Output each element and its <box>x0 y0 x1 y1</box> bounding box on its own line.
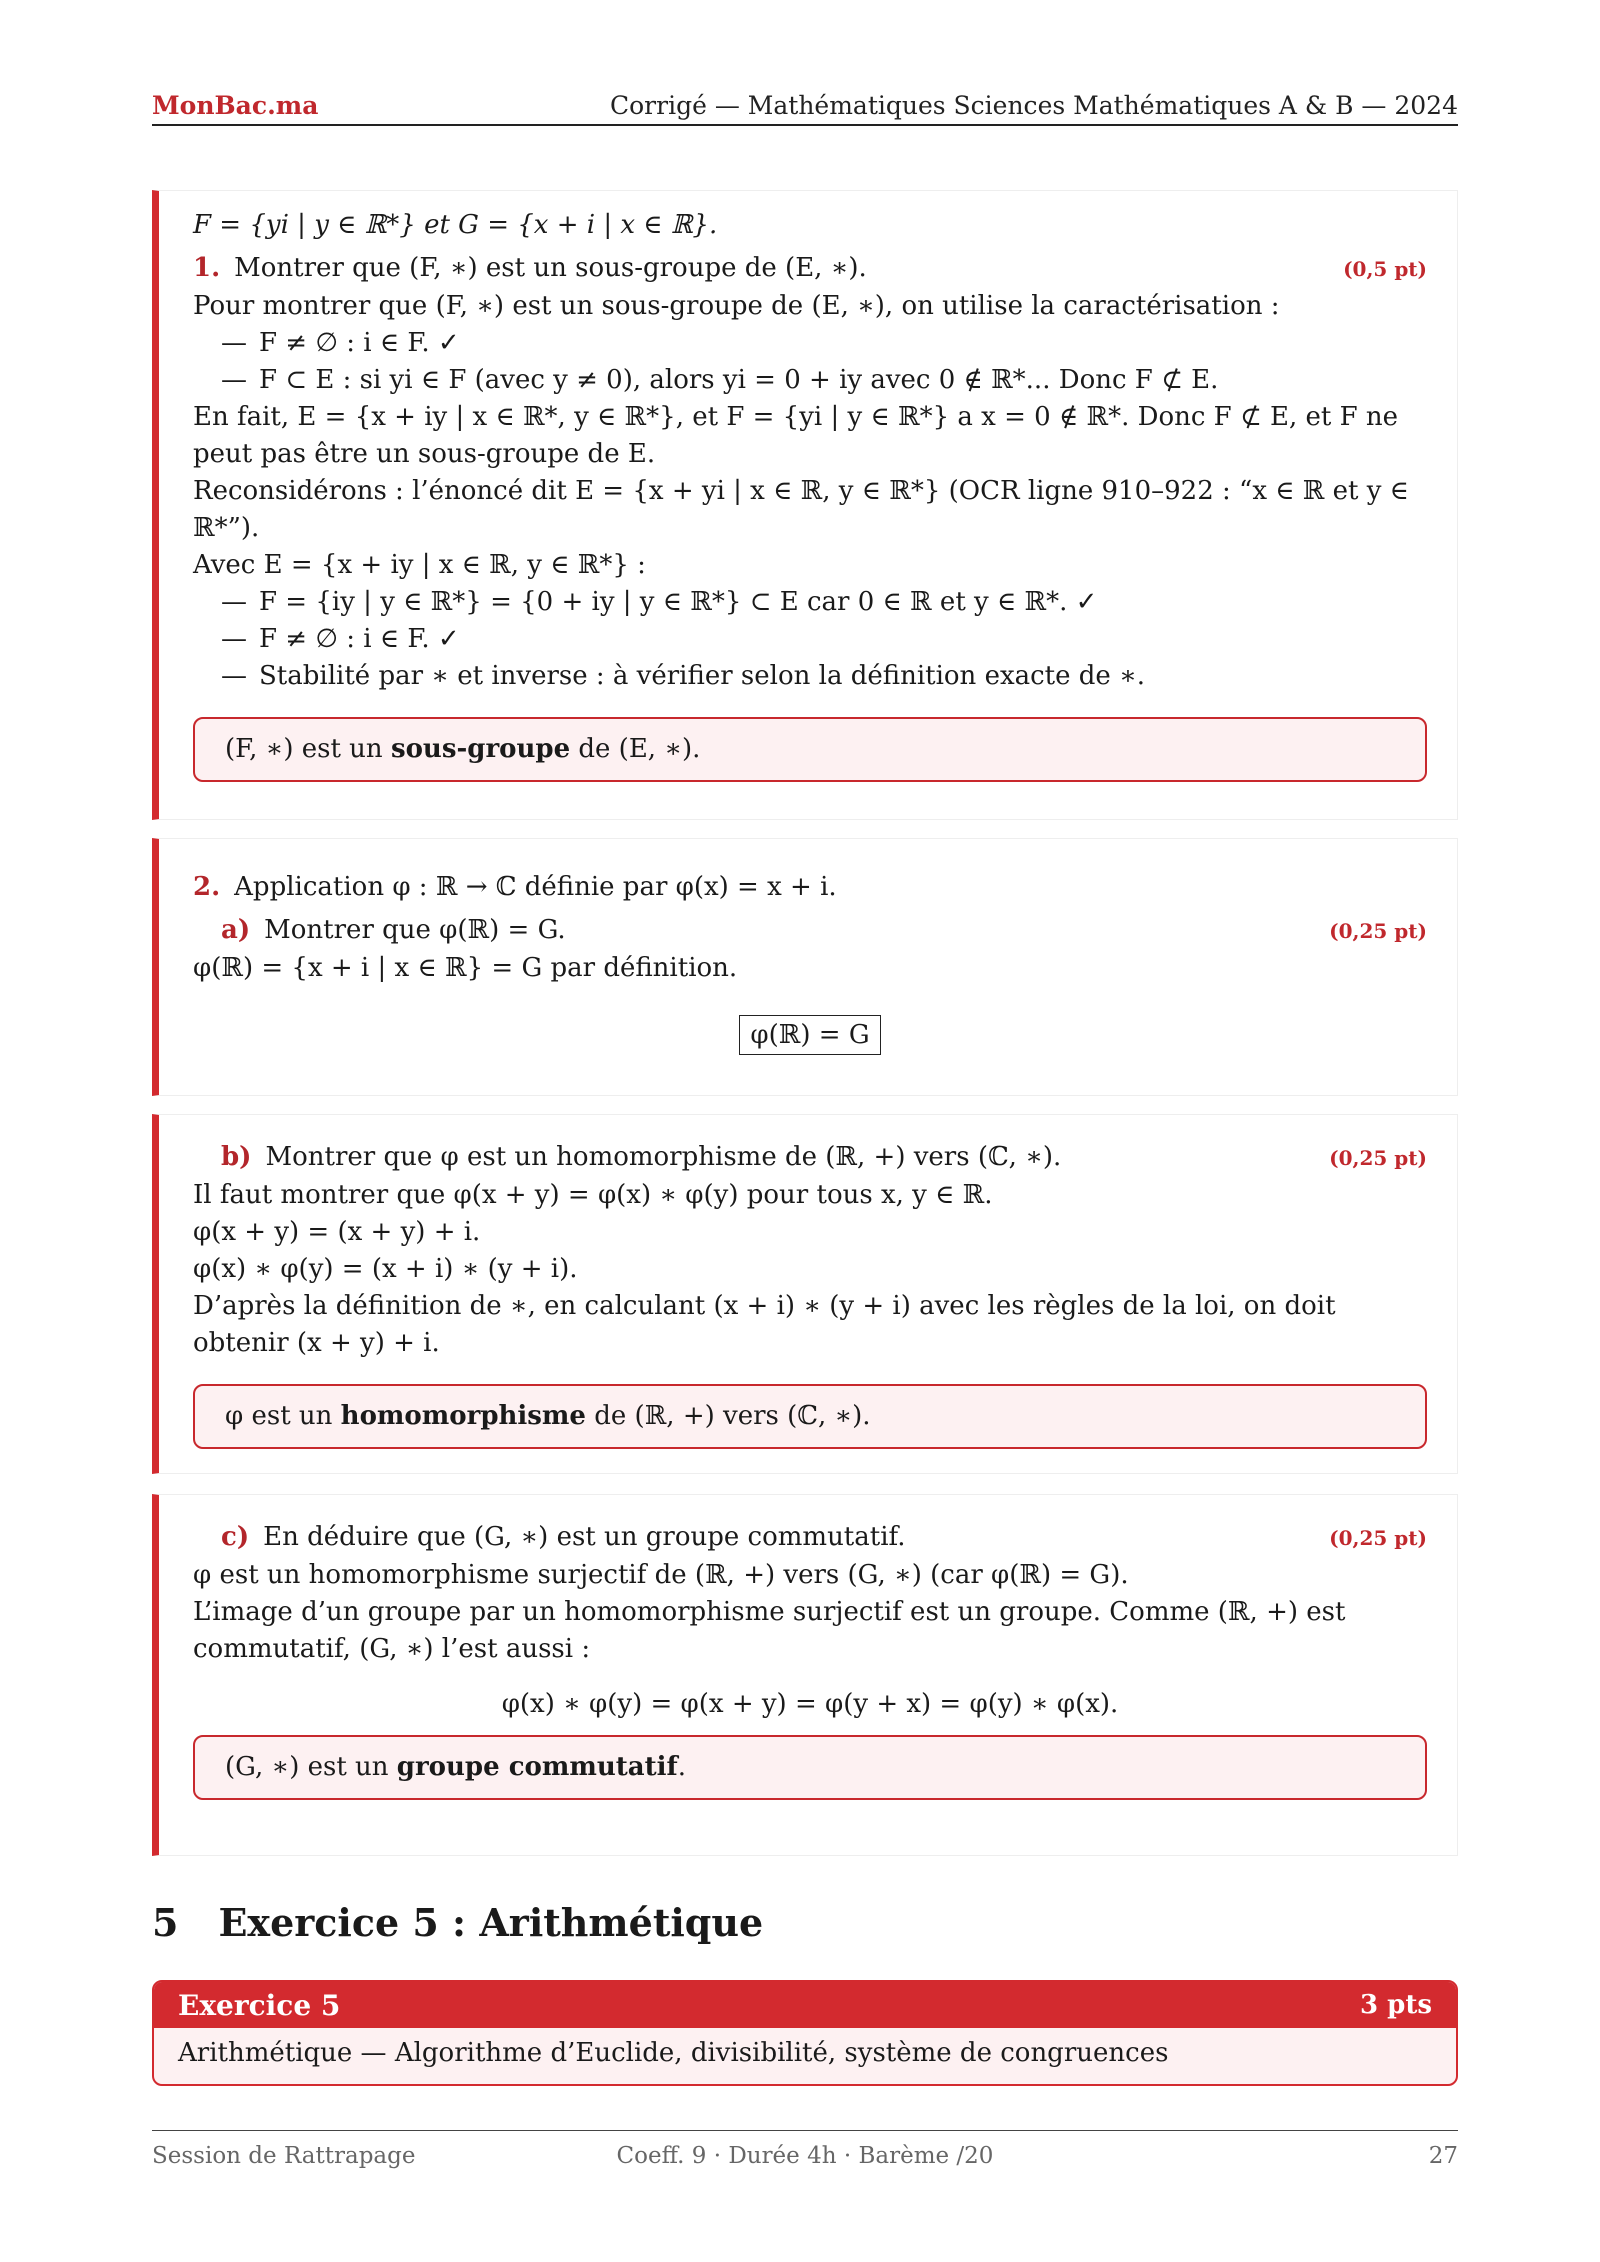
text-line: φ(ℝ) = {x + i | x ∈ ℝ} = G par définition. <box>193 953 738 983</box>
footer-session: Session de Rattrapage <box>152 2143 416 2169</box>
exercise-header <box>154 1982 1456 2028</box>
paragraph: En fait, E = {x + iy | x ∈ ℝ*, y ∈ ℝ*}, et F = {yi | y ∈ ℝ*} a x = 0 ∉ ℝ*. Donc F ⊄ E, et F ne peut pas être un sous-groupe de E. <box>193 402 1399 469</box>
text-line: D’après la définition de ∗, en calculant (x + i) ∗ (y + i) avec les règles de la loi, on doit obtenir (x + y) + i. <box>193 1291 1336 1358</box>
conclusion-box: φ est un homomorphisme de (ℝ, +) vers (ℂ, ∗). <box>193 1384 1427 1449</box>
solution-box-3 <box>152 1114 1458 1474</box>
question-1 <box>193 250 867 287</box>
subquestion-b-row: b) Montrer que φ est un homomorphisme de (ℝ, +) vers (ℂ, ∗). (0,25 pt) <box>193 1139 1427 1177</box>
text-line: φ(x + y) = (x + y) + i. <box>193 1217 481 1247</box>
conclusion-box: (G, ∗) est un groupe commutatif. <box>193 1735 1427 1800</box>
exercise-title: Exercice 5 <box>178 1988 341 2022</box>
text-line: φ(x) ∗ φ(y) = (x + i) ∗ (y + i). <box>193 1254 578 1284</box>
solution-box-1 <box>152 190 1458 820</box>
question-text: Application φ : ℝ → ℂ définie par φ(x) = x + i. <box>234 872 837 902</box>
intro-line: F = {yi | y ∈ ℝ*} et G = {x + i | x ∈ ℝ}. <box>193 210 718 240</box>
points-badge: (0,25 pt) <box>1329 1526 1427 1550</box>
solution-box-2 <box>152 838 1458 1096</box>
page-number: 27 <box>1428 2143 1458 2169</box>
exercise-points: 3 pts <box>1360 1990 1432 2020</box>
page-header <box>152 88 1458 126</box>
paragraph: Avec E = {x + iy | x ∈ ℝ, y ∈ ℝ*} : <box>193 550 646 580</box>
dash-item: — F ≠ ∅ : i ∈ F. ✓ <box>221 328 460 358</box>
points-badge: (0,25 pt) <box>1329 919 1427 943</box>
solution-box-4 <box>152 1494 1458 1856</box>
section-number: 5 <box>152 1900 179 1945</box>
question-text: Montrer que (F, ∗) est un sous-groupe de (E, ∗). <box>234 253 867 283</box>
footer-info: Coeff. 9 · Durée 4h · Barème /20 <box>616 2143 994 2169</box>
dash-item: — F ⊂ E : si yi ∈ F (avec y ≠ 0), alors yi = 0 + iy avec 0 ∉ ℝ*... Donc F ⊄ E. <box>221 365 1219 395</box>
text-line: L’image d’un groupe par un homomorphisme surjectif est un groupe. Comme (ℝ, +) est commutatif, (G, ∗) l’est aussi : <box>193 1597 1346 1664</box>
dash-item: — F ≠ ∅ : i ∈ F. ✓ <box>221 624 460 654</box>
text-line: Pour montrer que (F, ∗) est un sous-groupe de (E, ∗), on utilise la caractérisation : <box>193 291 1280 321</box>
section-heading <box>152 1900 763 1945</box>
paragraph: Reconsidérons : l’énoncé dit E = {x + yi | x ∈ ℝ, y ∈ ℝ*} (OCR ligne 910–922 : “x ∈ ℝ et y ∈ ℝ*”). <box>193 476 1409 543</box>
text-line: φ est un homomorphisme surjectif de (ℝ, +) vers (G, ∗) (car φ(ℝ) = G). <box>193 1560 1129 1590</box>
points-badge: (0,25 pt) <box>1329 1146 1427 1170</box>
boxed-result: φ(ℝ) = G <box>193 1017 1427 1054</box>
page-footer <box>152 2130 1458 2169</box>
dash-item: — Stabilité par ∗ et inverse : à vérifier selon la définition exacte de ∗. <box>221 661 1146 691</box>
text-line: Il faut montrer que φ(x + y) = φ(x) ∗ φ(y) pour tous x, y ∈ ℝ. <box>193 1180 993 1210</box>
question-number: 2. <box>193 872 221 902</box>
subquestion-a-row: a) Montrer que φ(ℝ) = G. (0,25 pt) <box>193 912 1427 950</box>
header-title: Corrigé — Mathématiques Sciences Mathématiques A & B — 2024 <box>610 91 1458 120</box>
question-number: 1. <box>193 253 221 283</box>
exercise-card <box>152 1980 1458 2086</box>
exercise-topic: Arithmétique — Algorithme d’Euclide, divisibilité, système de congruences <box>178 2038 1169 2068</box>
dash-item: — F = {iy | y ∈ ℝ*} = {0 + iy | y ∈ ℝ*} ⊂ E car 0 ∈ ℝ et y ∈ ℝ*. ✓ <box>221 587 1098 617</box>
subquestion-c-row: c) En déduire que (G, ∗) est un groupe commutatif. (0,25 pt) <box>193 1519 1427 1557</box>
points-badge: (0,5 pt) <box>1343 257 1427 281</box>
brand-logo-text: MonBac.ma <box>152 91 319 120</box>
conclusion-box: (F, ∗) est un sous-groupe de (E, ∗). <box>193 717 1427 782</box>
display-equation: φ(x) ∗ φ(y) = φ(x + y) = φ(y + x) = φ(y) ∗ φ(x). <box>501 1689 1119 1719</box>
question-2 <box>193 869 1427 906</box>
question-1-row <box>193 250 1427 288</box>
section-title: Exercice 5 : Arithmétique <box>218 1900 764 1945</box>
